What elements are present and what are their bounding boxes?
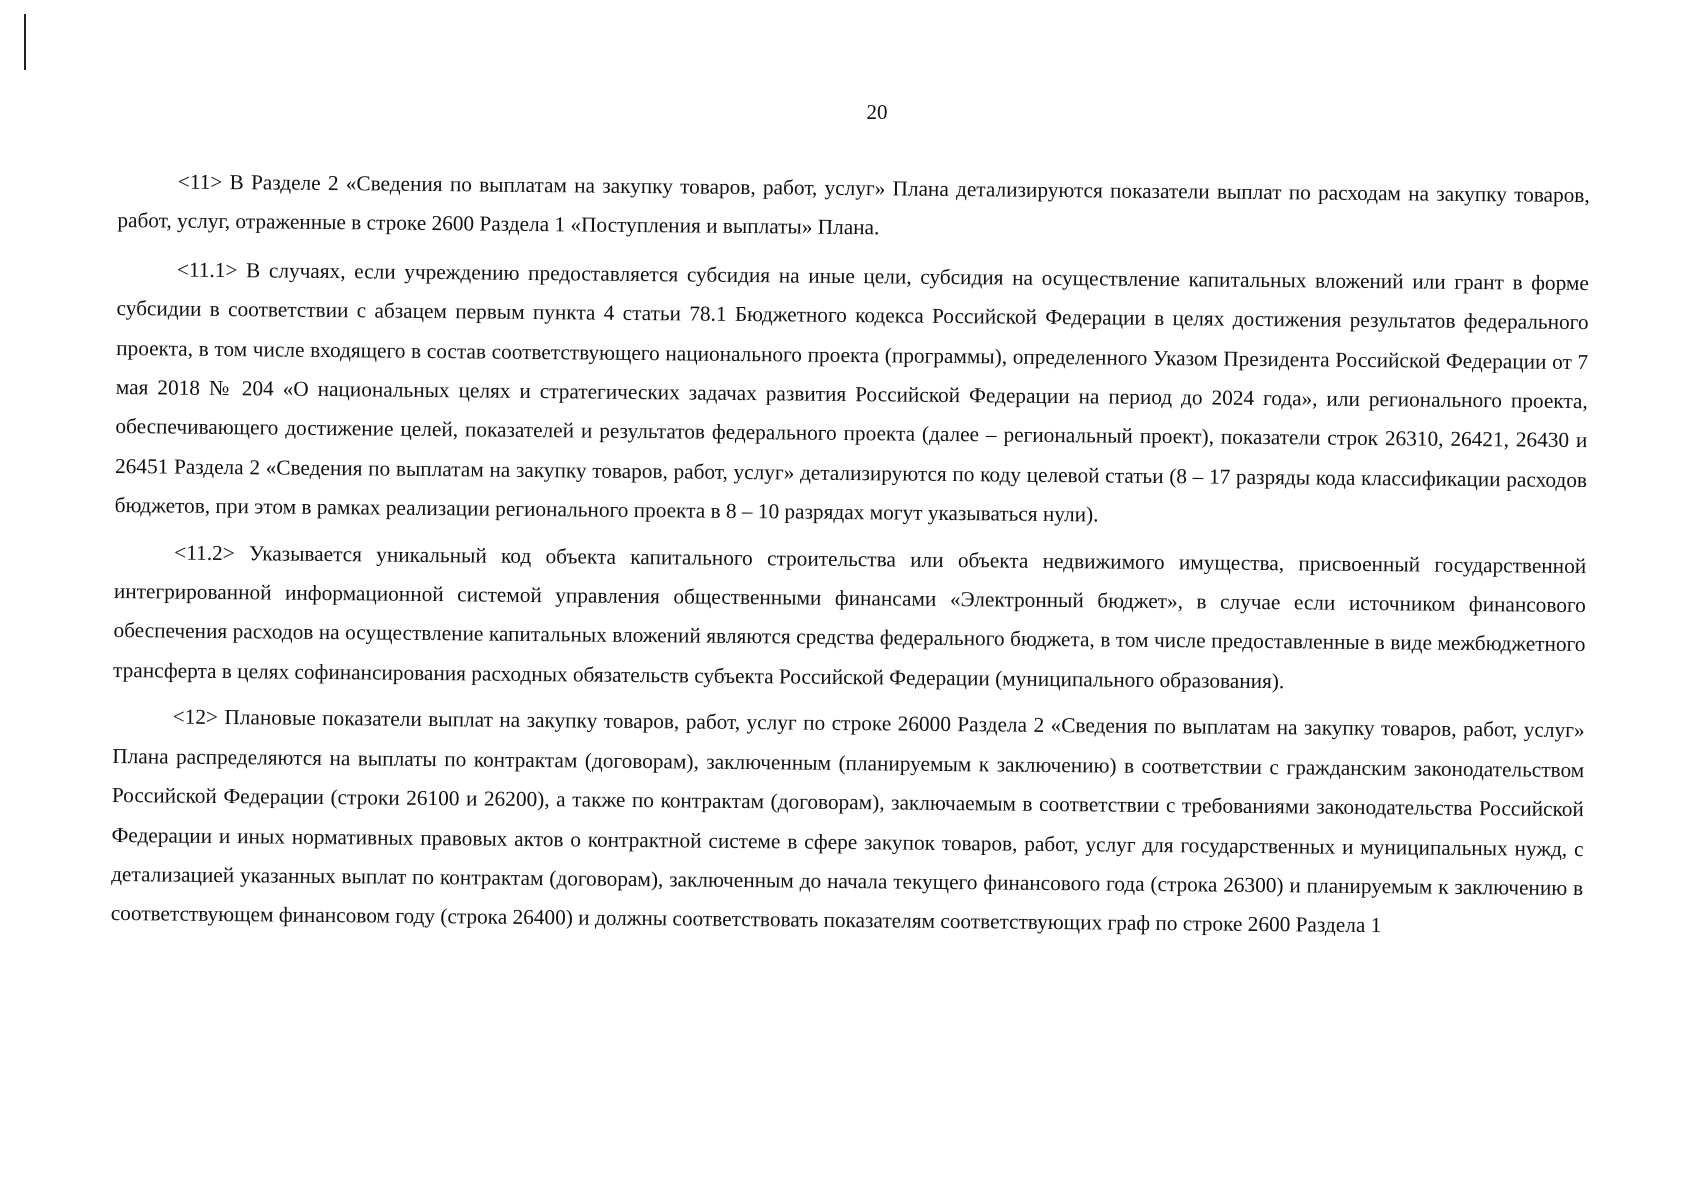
footnote-11: <11> В Разделе 2 «Сведения по выплатам на закупку товаров, работ, услуг» Плана детализируются показатели выплат по расходам на закупку товаров, работ, услуг, отраженные в строке 2600 Раздела 1 «Поступления и выплаты» Плана. [117,169,1590,240]
footnote-12: <12> Плановые показатели выплат на закупку товаров, работ, услуг по строке 26000 Раздела 2 «Сведения по выплатам на закупку товаров, работ, услуг» Плана распределяются на выплаты по контрактам (договорам), заключенным (планируемым к заключению) в соответствии с гражданским законодательством Российской Федерации (строки 26100 и 26200), а также по контрактам (договорам), заключаемым в соответствии с требованиями законодательства Российской Федерации и иных нормативных правовых актов о контрактной системе в сфере закупок товаров, работ, услуг для государственных и муниципальных нужд, с детализацией указанных выплат по контрактам (договорам), заключенным до начала текущего финансового года (строка 26300) и планируемым к заключению в соответствующем финансовом году (строка 26400) и должны соответствовать показателям соответствующих граф по строке 2600 Раздела 1 [110,704,1585,938]
footnote-11-2: <11.2> Указывается уникальный код объекта капитального строительства или объекта недвижимого имущества, присвоенный государственной интегрированной информационной системой управления общественными финансами «Электронный бюджет», в случае если источником финансового обеспечения расходов на осуществление капитальных вложений являются средства федерального бюджета, в том числе предоставленные в виде межбюджетного трансферта в целях софинансирования расходных обязательств субъекта Российской Федерации (муниципального образования). [113,540,1587,694]
document-body [111,162,1590,957]
footnote-11-1: <11.1> В случаях, если учреждению предоставляется субсидия на иные цели, субсидия на осуществление капитальных вложений или грант в форме субсидии в соответствии с абзацем первым пункта 4 статьи 78.1 Бюджетного кодекса Российской Федерации в целях достижения результатов федерального проекта, в том числе входящего в состав соответствующего национального проекта (программы), определенного Указом Президента Российской Федерации от 7 мая 2018 № 204 «О национальных целях и стратегических задачах развития Российской Федерации на период до 2024 года», или регионального проекта, обеспечивающего достижение целей, показателей и результатов федерального проекта (далее – региональный проект), показатели строк 26310, 26421, 26430 и 26451 Раздела 2 «Сведения по выплатам на закупку товаров, работ, услуг» детализируются по коду целевой статьи (8 – 17 разряды кода классификации расходов бюджетов, при этом в рамках реализации регионального проекта в 8 – 10 разрядах могут указываться нули). [114,257,1590,527]
page-number: 20 [866,100,888,124]
scan-edge-mark [24,14,26,70]
